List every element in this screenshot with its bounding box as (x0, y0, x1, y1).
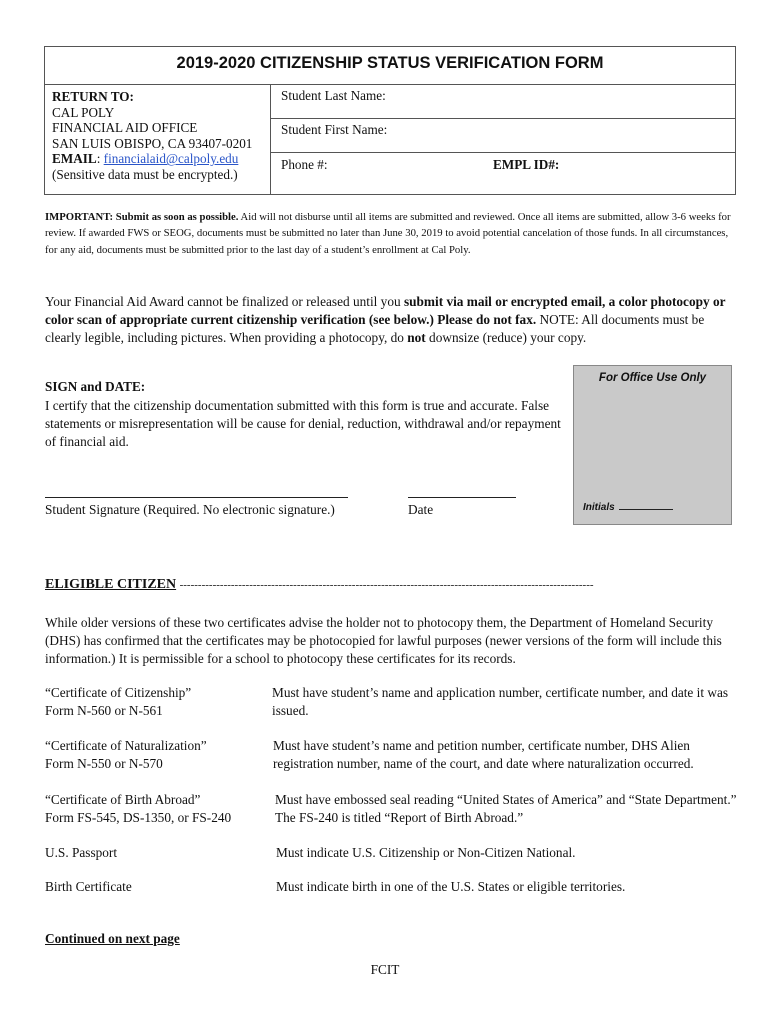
office-use-title: For Office Use Only (598, 372, 707, 384)
signature-label: Student Signature (Required. No electronic signature.) (45, 502, 335, 517)
office-use-box (573, 365, 732, 525)
email-row: EMAIL: financialaid@calpoly.edu (52, 151, 239, 167)
header-table (44, 46, 736, 195)
continued-note: Continued on next page (45, 931, 180, 946)
form-title: 2019-2020 CITIZENSHIP STATUS VERIFICATION FORM (45, 47, 735, 85)
award-paragraph (45, 293, 735, 347)
encryption-note: (Sensitive data must be encrypted.) (52, 166, 238, 182)
address-line: CAL POLY (52, 104, 115, 120)
first-name-label: Student First Name: (281, 122, 388, 137)
document-name (45, 878, 270, 896)
award-text: NOTE: All documents must be clearly legible, including pictures. When providing a photocopy, do (45, 311, 705, 345)
eligible-citizen-heading: ELIGIBLE CITIZEN (45, 577, 177, 592)
office-initials-row (583, 502, 673, 513)
student-info-block (271, 85, 735, 194)
award-text: downsize (reduce) your copy. (425, 329, 587, 345)
document-form: Form N-550 or N-570 (45, 755, 163, 771)
award-bold-text: submit via mail or encrypted email, a color photocopy or color scan of appropriate current citizenship verification (see below.) Please do not fax. (45, 294, 726, 327)
document-form: Form FS-545, DS-1350, or FS-240 (45, 809, 232, 825)
sign-heading: SIGN and DATE: (45, 379, 146, 394)
document-title: Birth Certificate (45, 879, 132, 894)
date-label: Date (408, 502, 434, 517)
document-title: “Certificate of Naturalization” (45, 738, 207, 753)
return-address-block (45, 85, 271, 194)
email-link[interactable]: financialaid@calpoly.edu (103, 151, 239, 167)
important-text: Aid will not disburse until all items are submitted and reviewed. Once all items are submitted, allow 3-6 weeks for review. If awarded FWS or SEOG, documents must be submitted no later than June 30, 2019 to avoid potential cancelation of those funds. In all circumstances, for any aid, documents must be submitted prior to the last day of a student’s enrollment at Cal Poly. (45, 211, 731, 256)
important-notice (45, 209, 735, 258)
document-requirement: Must have student’s name and petition number, certificate number, DHS Alien registration number, name of the court, and date where naturalization occurred. (273, 738, 694, 771)
phone-empl-row (271, 153, 735, 194)
document-requirement: Must indicate U.S. Citizenship or Non-Citizen National. (276, 845, 576, 860)
document-form: Form N-560 or N-561 (45, 702, 163, 718)
document-title: U.S. Passport (45, 845, 118, 860)
phone-label[interactable]: Phone #: (281, 157, 328, 172)
sign-certification-text: I certify that the citizenship documentation submitted with this form is true and accurate. False statements or misrepresentation will be cause for denial, reduction, withdrawal and/or repayment of financial aid. (45, 398, 561, 449)
first-name-field[interactable] (271, 119, 735, 153)
address-line: FINANCIAL AID OFFICE (52, 120, 198, 136)
eligible-intro-paragraph: While older versions of these two certificates advise the holder not to photocopy them, the Department of Homeland Security (DHS) has confirmed that the certificates may be photocopied for lawful purposes (newer versions of the form will include this information.) It is permissible for a school to photocopy these certificates for its records. (45, 615, 722, 666)
return-to-label: RETURN TO: (52, 89, 134, 104)
eligible-citizen-heading-row (45, 577, 735, 593)
address-line: SAN LUIS OBISPO, CA 93407-0201 (52, 135, 253, 151)
document-requirement: Must indicate birth in one of the U.S. States or eligible territories. (276, 879, 626, 894)
last-name-field[interactable] (271, 85, 735, 119)
document-requirement: Must have student’s name and application number, certificate number, and date it was issued. (272, 685, 729, 718)
document-name (45, 844, 270, 862)
document-name (45, 684, 270, 719)
form-code-footer: FCIT (370, 962, 400, 977)
signature-line[interactable] (45, 497, 348, 498)
document-title: “Certificate of Birth Abroad” (45, 792, 201, 807)
document-requirement: Must have embossed seal reading “United States of America” and “State Department.” The FS-240 is titled “Report of Birth Abroad.” (275, 792, 737, 825)
empl-id-label[interactable]: EMPL ID#: (493, 157, 560, 172)
document-name (45, 737, 270, 772)
initials-label: Initials (583, 502, 615, 513)
award-bold-not: not (407, 329, 426, 345)
important-lead: IMPORTANT: Submit as soon as possible. (45, 211, 239, 223)
date-line[interactable] (408, 497, 516, 498)
initials-line (619, 509, 673, 510)
dash-rule: ----------------------------------------------------------------------------------------------------------------- (179, 579, 594, 591)
last-name-label: Student Last Name: (281, 88, 386, 103)
email-label: EMAIL (52, 151, 97, 167)
document-title: “Certificate of Citizenship” (45, 685, 192, 700)
award-text: Your Financial Aid Award cannot be finalized or released until you (45, 294, 404, 309)
document-name (45, 791, 270, 826)
